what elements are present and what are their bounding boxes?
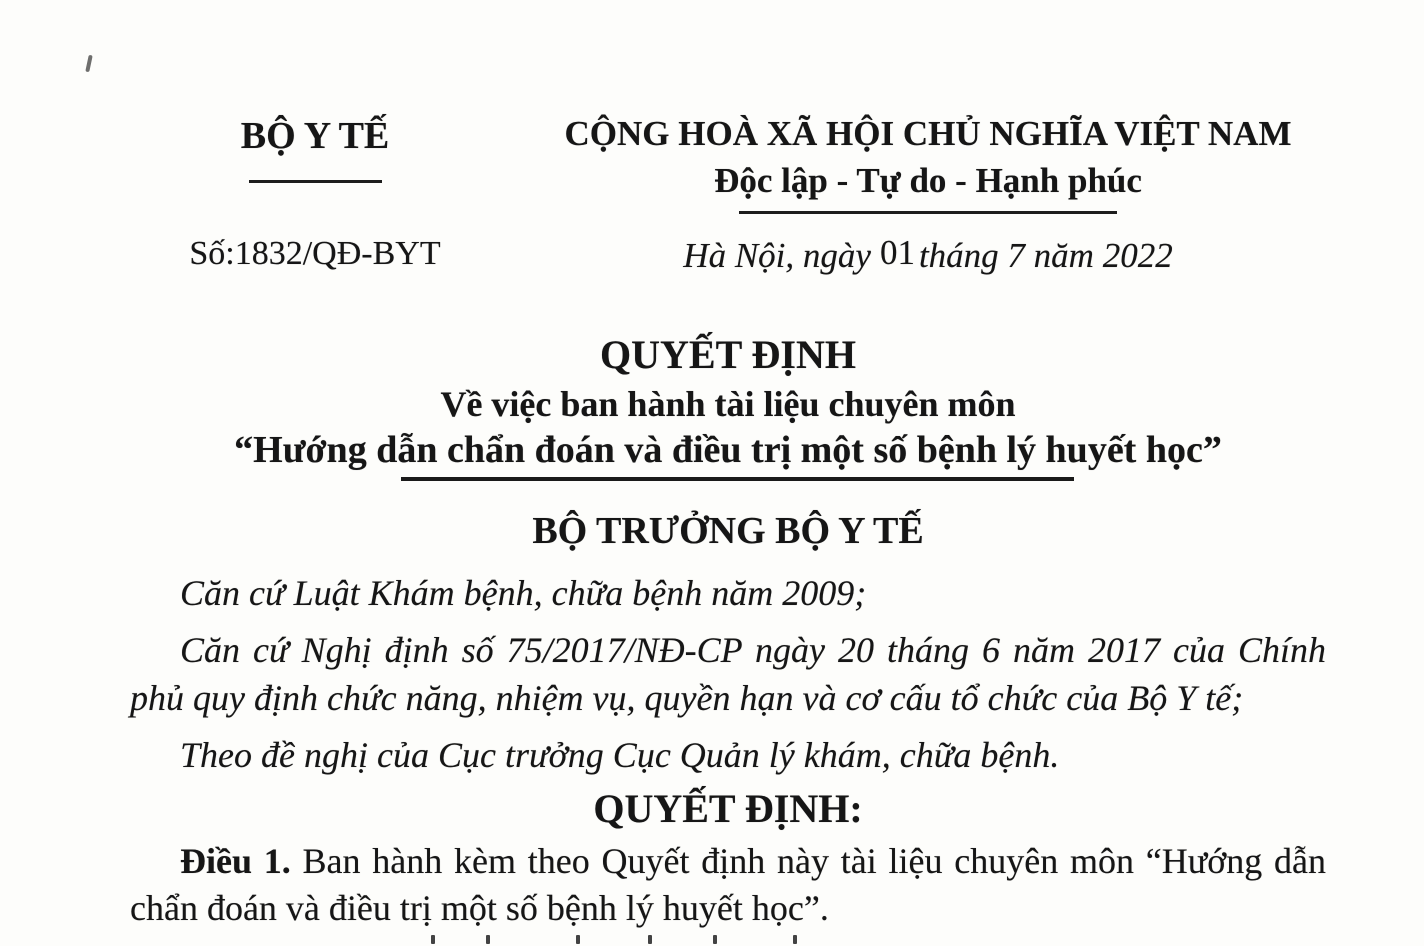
decision-subject: “Hướng dẫn chẩn đoán và điều trị một số bệnh lý huyết học”	[234, 429, 1222, 471]
cropped-next-line-marks	[0, 935, 1424, 946]
dateline-suffix: tháng 7 năm 2022	[918, 236, 1173, 275]
decision-heading: QUYẾT ĐỊNH:	[593, 786, 863, 831]
national-motto: Độc lập - Tự do - Hạnh phúc	[714, 161, 1142, 200]
issuing-authority: BỘ TRƯỞNG BỘ Y TẾ	[532, 510, 924, 552]
issuing-org-block	[178, 112, 452, 274]
article-1-text: Ban hành kèm theo Quyết định này tài liệu chuyên môn “Hướng dẫn chẩn đoán và điều trị một số bệnh lý huyết học”.	[130, 841, 1326, 928]
national-title: CỘNG HOÀ XÃ HỘI CHỦ NGHĨA VIỆT NAM	[564, 114, 1292, 153]
decision-subtitle: Về việc ban hành tài liệu chuyên môn	[440, 384, 1016, 424]
article-1-paragraph	[130, 838, 1326, 932]
scan-artifact-mark	[85, 55, 92, 72]
motto-divider-line	[739, 211, 1117, 214]
recital-paragraph-1: Căn cứ Luật Khám bệnh, chữa bệnh năm 2009;	[180, 573, 867, 613]
recital-paragraph-2: Căn cứ Nghị định số 75/2017/NĐ-CP ngày 20 tháng 6 năm 2017 của Chính phủ quy định chức năng, nhiệm vụ, quyền hạn và cơ cấu tổ chức của Bộ Y tế;	[130, 630, 1326, 718]
national-header-block	[538, 112, 1318, 277]
recital-paragraph-3: Theo đề nghị của Cục trưởng Cục Quản lý khám, chữa bệnh.	[180, 735, 1060, 775]
place-date-line	[538, 235, 1318, 277]
dateline-day-number: 01	[879, 233, 915, 272]
article-1-label: Điều 1.	[180, 841, 291, 881]
org-divider-line	[249, 180, 382, 183]
title-underline	[401, 477, 1074, 481]
decision-title: QUYẾT ĐỊNH	[600, 332, 856, 377]
document-body	[130, 332, 1326, 932]
issuing-org-name: BỘ Y TẾ	[240, 115, 390, 157]
dateline-prefix: Hà Nội, ngày	[683, 236, 871, 275]
document-number: Số:1832/QĐ-BYT	[189, 235, 441, 272]
